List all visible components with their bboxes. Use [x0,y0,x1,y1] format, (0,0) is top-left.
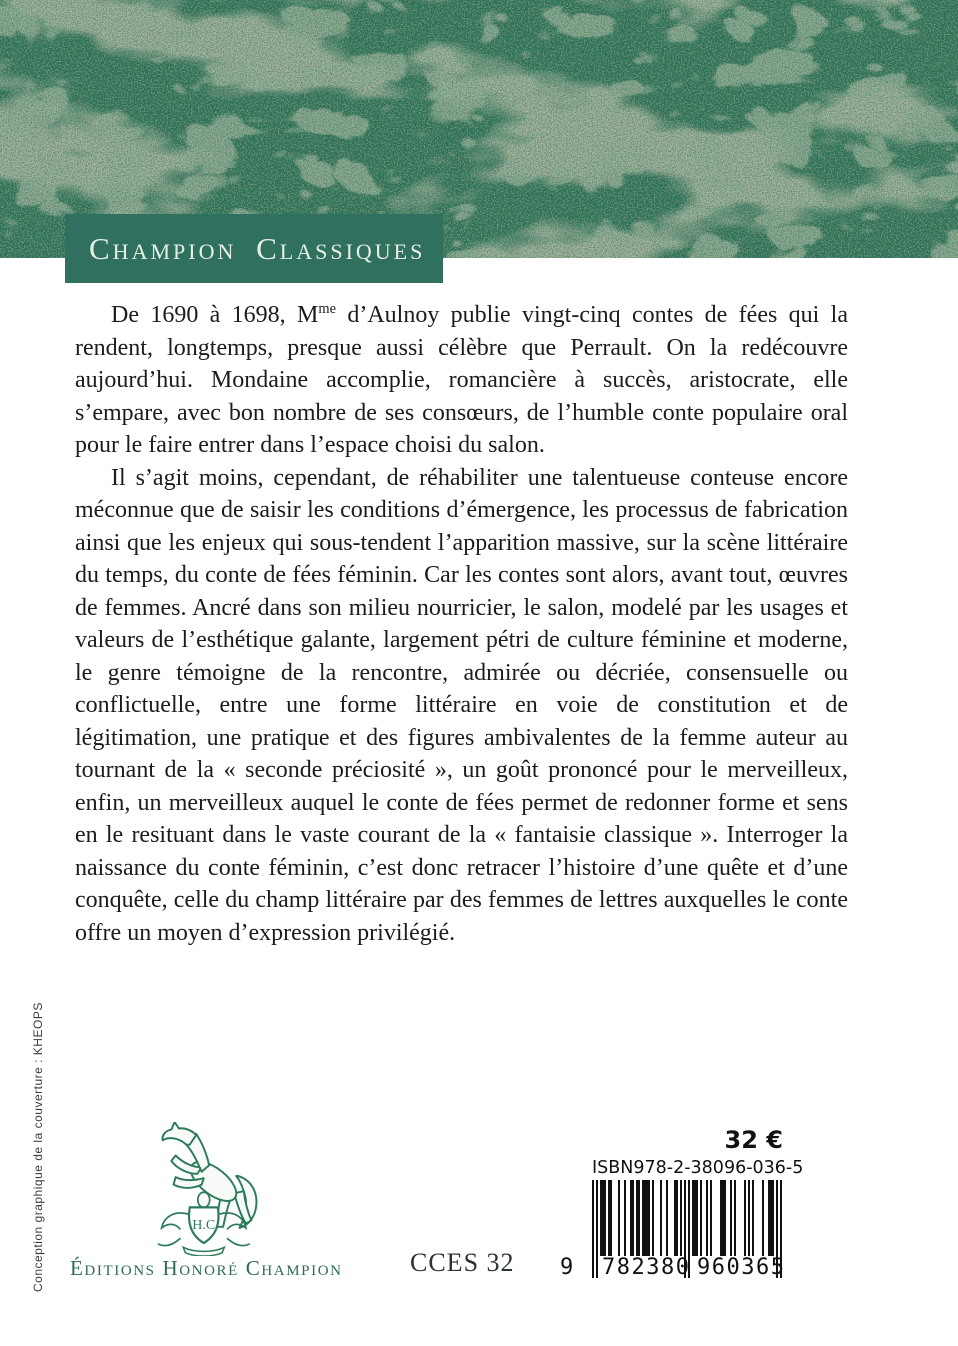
barcode-bar [652,1180,654,1256]
barcode-bar [592,1180,594,1278]
barcode-bar [676,1180,678,1256]
isbn-value: 978-2-38096-036-5 [633,1158,804,1178]
collection-banner-label: Champion Classiques [89,230,426,266]
collection-code: CCES 32 [410,1248,515,1277]
barcode-bar [648,1180,650,1256]
logo-monogram: H.C [192,1216,216,1233]
barcode-bar [724,1180,726,1256]
synopsis [75,299,848,949]
barcode-bar [730,1180,732,1256]
barcode-bar [710,1180,712,1256]
barcode-lead-digit: 9 [560,1255,575,1280]
collection-banner [65,214,443,283]
barcode-bar [680,1180,682,1256]
synopsis-p1-start: De 1690 à 1698, M [111,302,319,328]
barcode-bar [752,1180,754,1256]
barcode-bar [734,1180,736,1256]
synopsis-p1-rest: d’Aulnoy publie vingt-cinq contes de fées qui la rendent, longtemps, presque aussi célèbre que Perrault. On la redécouvre aujourd’hui. Mondaine accomplie, romancière à succès, aristocrate, elle s’empare, avec bon nombre de ses consœurs, de l’humble conte populaire oral pour le faire entrer dans l’espace choisi du salon. [75,302,849,458]
ribbon-icon [183,1247,224,1256]
barcode-bar [666,1180,668,1256]
barcode-bar [596,1180,598,1278]
barcode-digits-left: 782380 [602,1255,691,1280]
crest-icon [158,1192,249,1256]
synopsis-paragraph-2: Il s’agit moins, cependant, de réhabiliter une talentueuse conteuse encore méconnue que de saisir les conditions d’émergence, les processus de fabrication ainsi que les enjeux qui sous-tendent l’apparition massive, sur la scène littéraire du temps, du conte de fées féminin. Car les contes sont alors, avant tout, œuvres de femmes. Ancré dans son milieu nourricier, le salon, modelé par les usages et valeurs de l’esthétique galante, largement pétri de culture féminine et moderne, le genre témoigne de la rencontre, admirée ou décriée, consensuelle ou conflictuelle, entre une forme littéraire en voie de constitution et de légitimation, une pratique et des figures ambivalentes de la femme auteur au tournant de la « seconde préciosité », un goût prononcé pour le merveilleux, enfin, un merveilleux auquel le conte de fées permet de redonner forme et sens en le resituant dans le vaste courant de la « fantaisie classique ». Interroger la naissance du conte féminin, c’est donc retracer l’histoire d’une quête et d’une conquête, celle du champ littéraire par des femmes de lettres auxquelles le conte offre un moyen d’expression privilégié. [75,464,848,946]
publisher-name: Éditions Honoré Champion [70,1256,343,1280]
barcode-bar [618,1180,620,1256]
isbn-label: ISBN [592,1158,634,1178]
cover-design-credit: Conception graphique de la couverture : KHEOPS [31,1002,45,1292]
barcode-bar [700,1180,702,1256]
barcode-bar [610,1180,612,1256]
barcode-bar [604,1180,606,1256]
barcode-bar [660,1180,662,1256]
synopsis-paragraph-1 [75,299,848,462]
barcode-bar [762,1180,764,1256]
barcode-bar [748,1180,750,1256]
price-label: 32 € [724,1126,783,1154]
barcode-bar [706,1180,708,1256]
barcode-bar [696,1180,698,1256]
publisher-logo [146,1122,268,1256]
barcode-bar [624,1180,626,1256]
barcode-digits-right: 960365 [697,1255,786,1280]
isbn-row [592,1158,804,1178]
barcode-bar [772,1180,774,1256]
madame-superscript: me [318,301,336,317]
barcode-bar [744,1180,746,1256]
barcode-bar [638,1180,640,1256]
barcode-bar [632,1180,634,1256]
